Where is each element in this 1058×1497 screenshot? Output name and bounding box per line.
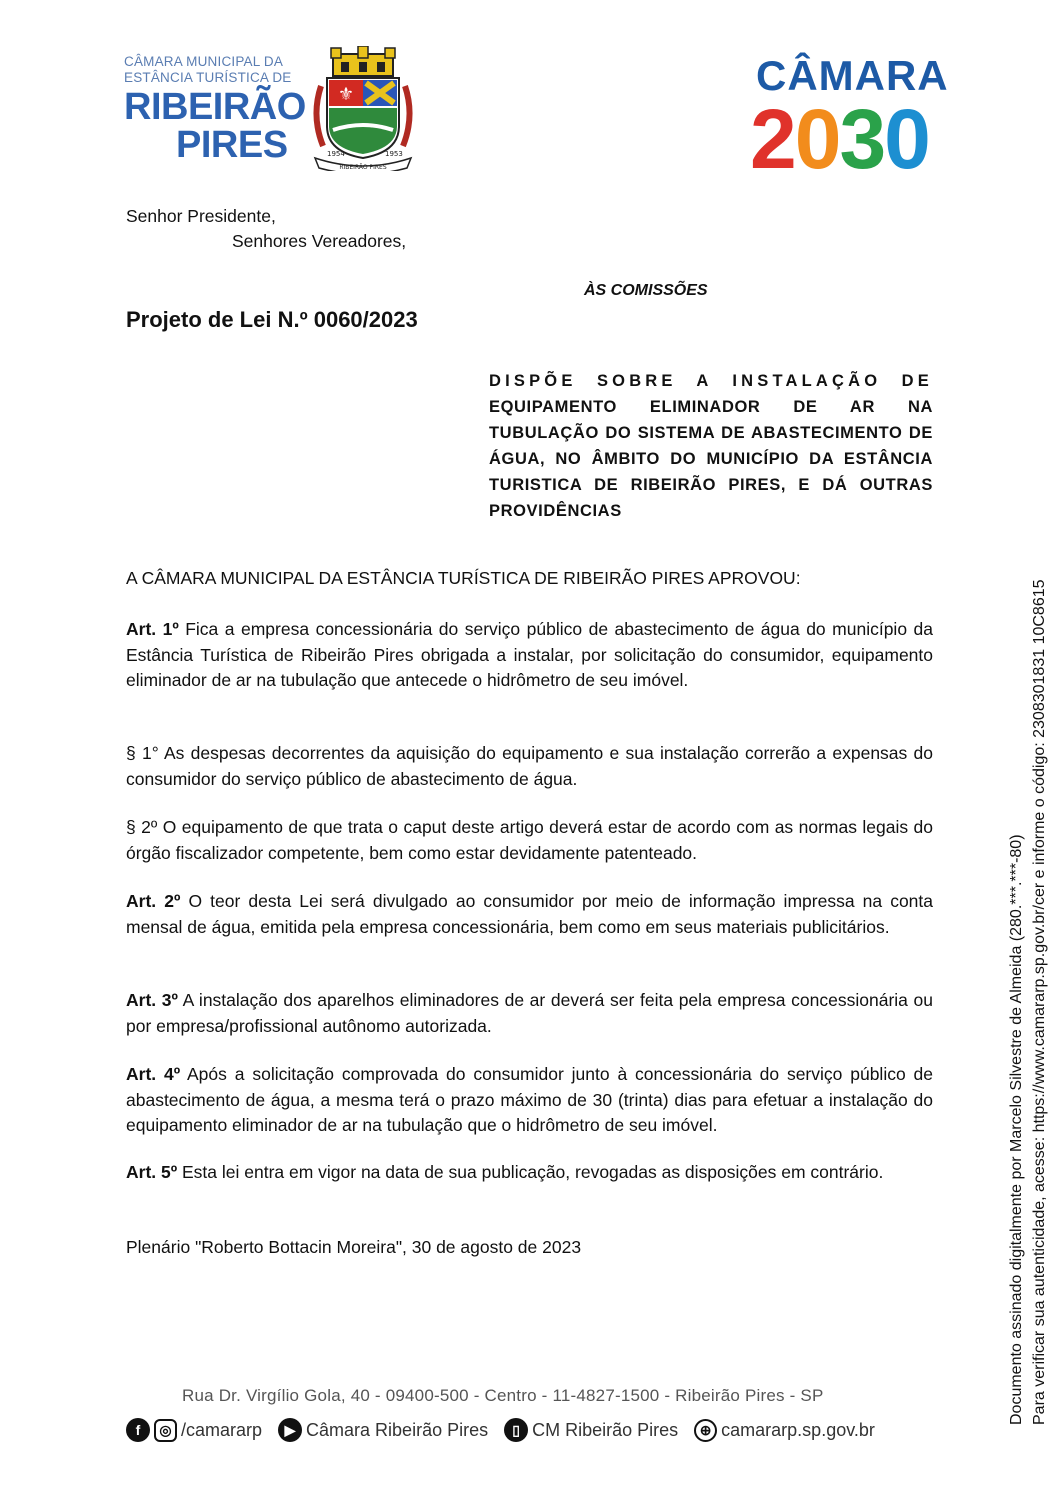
digit: 3 — [839, 92, 885, 186]
article-text: A instalação dos aparelhos eliminadores de ar deverá ser feita pela empresa concessionária ou por empresa/profissional autônomo autorizada. — [126, 990, 933, 1036]
city-crest-icon — [311, 46, 415, 171]
ementa-rest: EQUIPAMENTO ELIMINADOR DE AR NA TUBULAÇÃO DO SISTEMA DE ABASTECIMENTO DE ÁGUA, NO ÂMBITO DO MUNICÍPIO DA ESTÂNCIA TURISTICA DE RIBEIRÃO PIRES, E DÁ OUTRAS PROVIDÊNCIAS — [489, 398, 933, 520]
camara-2030-digits — [750, 92, 940, 186]
social-handle: /camararp — [181, 1419, 263, 1440]
ementa-first-line: DISPÕE SOBRE A INSTALAÇÃO DE — [489, 372, 933, 390]
website-url: camararp.sp.gov.br — [721, 1419, 875, 1440]
svg-text:⚜: ⚜ — [337, 84, 355, 105]
instagram-icon: ◎ — [154, 1419, 177, 1442]
signature-line-1: Documento assinado digitalmente por Marcelo Silvestre de Almeida (280.***.***-80) — [1008, 834, 1025, 1425]
globe-icon: ⊕ — [694, 1419, 717, 1442]
article-label: Art. 1º — [126, 619, 179, 639]
crest-year-left: 1954 — [327, 150, 345, 158]
article-text: § 2º O equipamento de que trata o caput deste artigo deverá estar de acordo com as normas legais do órgão fiscalizador competente, bem como estar devidamente patenteado. — [126, 817, 933, 863]
footer-social — [126, 1418, 891, 1442]
footer-address: Rua Dr. Virgílio Gola, 40 - 09400-500 - Centro - 11-4827-1500 - Ribeirão Pires - SP — [182, 1386, 824, 1405]
digit: 2 — [750, 92, 795, 186]
phone-app-name: CM Ribeirão Pires — [532, 1419, 679, 1440]
article-2 — [126, 889, 933, 940]
plenario-date: Plenário "Roberto Bottacin Moreira", 30 de agosto de 2023 — [126, 1237, 582, 1257]
camara-logo — [124, 54, 306, 166]
article-label: Art. 5º — [126, 1162, 178, 1182]
as-comissoes: ÀS COMISSÕES — [584, 282, 708, 299]
logo-line-3: RIBEIRÃO — [124, 86, 306, 128]
phone-app-link[interactable] — [504, 1418, 678, 1442]
article-5 — [126, 1160, 933, 1186]
article-text: O teor desta Lei será divulgado ao consumidor por meio de informação impressa na conta mensal de água, emitida pela empresa concessionária, bem como em seus materiais publicitários. — [126, 891, 934, 937]
digit: 0 — [794, 92, 840, 186]
article-text: § 1° As despesas decorrentes da aquisição do equipamento e sua instalação correrão a expensas do consumidor do serviço público de abastecimento de água. — [126, 743, 933, 789]
article-text: Após a solicitação comprovada do consumidor junto à concessionária do serviço público de abastecimento de água, a mesma terá o prazo máximo de 30 (trinta) dias para efetuar a instalação do equipamento eliminador de ar na tubulação que o hidrômetro de seu imóvel. — [126, 1064, 934, 1135]
ementa — [489, 368, 933, 524]
crest-year-right: 1953 — [385, 150, 403, 158]
greeting-vereadores: Senhores Vereadores, — [232, 231, 407, 251]
greeting-president: Senhor Presidente, — [126, 206, 276, 226]
article-4 — [126, 1062, 933, 1139]
aprovou-line: A CÂMARA MUNICIPAL DA ESTÂNCIA TURÍSTICA DE RIBEIRÃO PIRES APROVOU: — [126, 568, 801, 588]
youtube-link[interactable] — [278, 1418, 488, 1442]
article-label: Art. 4º — [126, 1064, 181, 1084]
phone-icon: ▯ — [504, 1418, 528, 1442]
article-label: Art. 3º — [126, 990, 178, 1010]
article-label: Art. 2º — [126, 891, 181, 911]
logo-line-2: ESTÂNCIA TURÍSTICA DE — [124, 70, 292, 85]
social-handle-group[interactable] — [126, 1418, 262, 1442]
crest-ribbon-text: RIBEIRÃO PIRES — [339, 164, 387, 171]
youtube-channel: Câmara Ribeirão Pires — [306, 1419, 489, 1440]
facebook-icon: f — [126, 1418, 150, 1442]
article-3 — [126, 988, 933, 1039]
website-link[interactable] — [694, 1419, 875, 1442]
article-1 — [126, 617, 933, 694]
article-text: Fica a empresa concessionária do serviço público de abastecimento de água do município da Estância Turística de Ribeirão Pires obrigada a instalar, por solicitação do consumidor, equipamento eliminador de ar na tubulação que antecede o hidrômetro de seu imóvel. — [126, 619, 933, 690]
logo-line-4: PIRES — [176, 124, 288, 166]
digital-signature — [1005, 485, 1051, 1425]
camara-2030-logo — [750, 52, 949, 186]
paragraph-2 — [126, 815, 933, 866]
youtube-icon: ▶ — [278, 1418, 302, 1442]
logo-line-1: CÂMARA MUNICIPAL DA — [124, 54, 284, 69]
projeto-title: Projeto de Lei N.º 0060/2023 — [126, 307, 418, 332]
signature-line-2: Para verificar sua autenticidade, acesse: https://www.camararp.sp.gov.br/cer e informe o código: 2308301831 10C8615 — [1031, 579, 1048, 1425]
camara-2030-word: CÂMARA — [756, 52, 949, 99]
paragraph-1 — [126, 741, 933, 792]
digit: 0 — [884, 92, 929, 186]
article-text: Esta lei entra em vigor na data de sua publicação, revogadas as disposições em contrário. — [177, 1162, 884, 1182]
